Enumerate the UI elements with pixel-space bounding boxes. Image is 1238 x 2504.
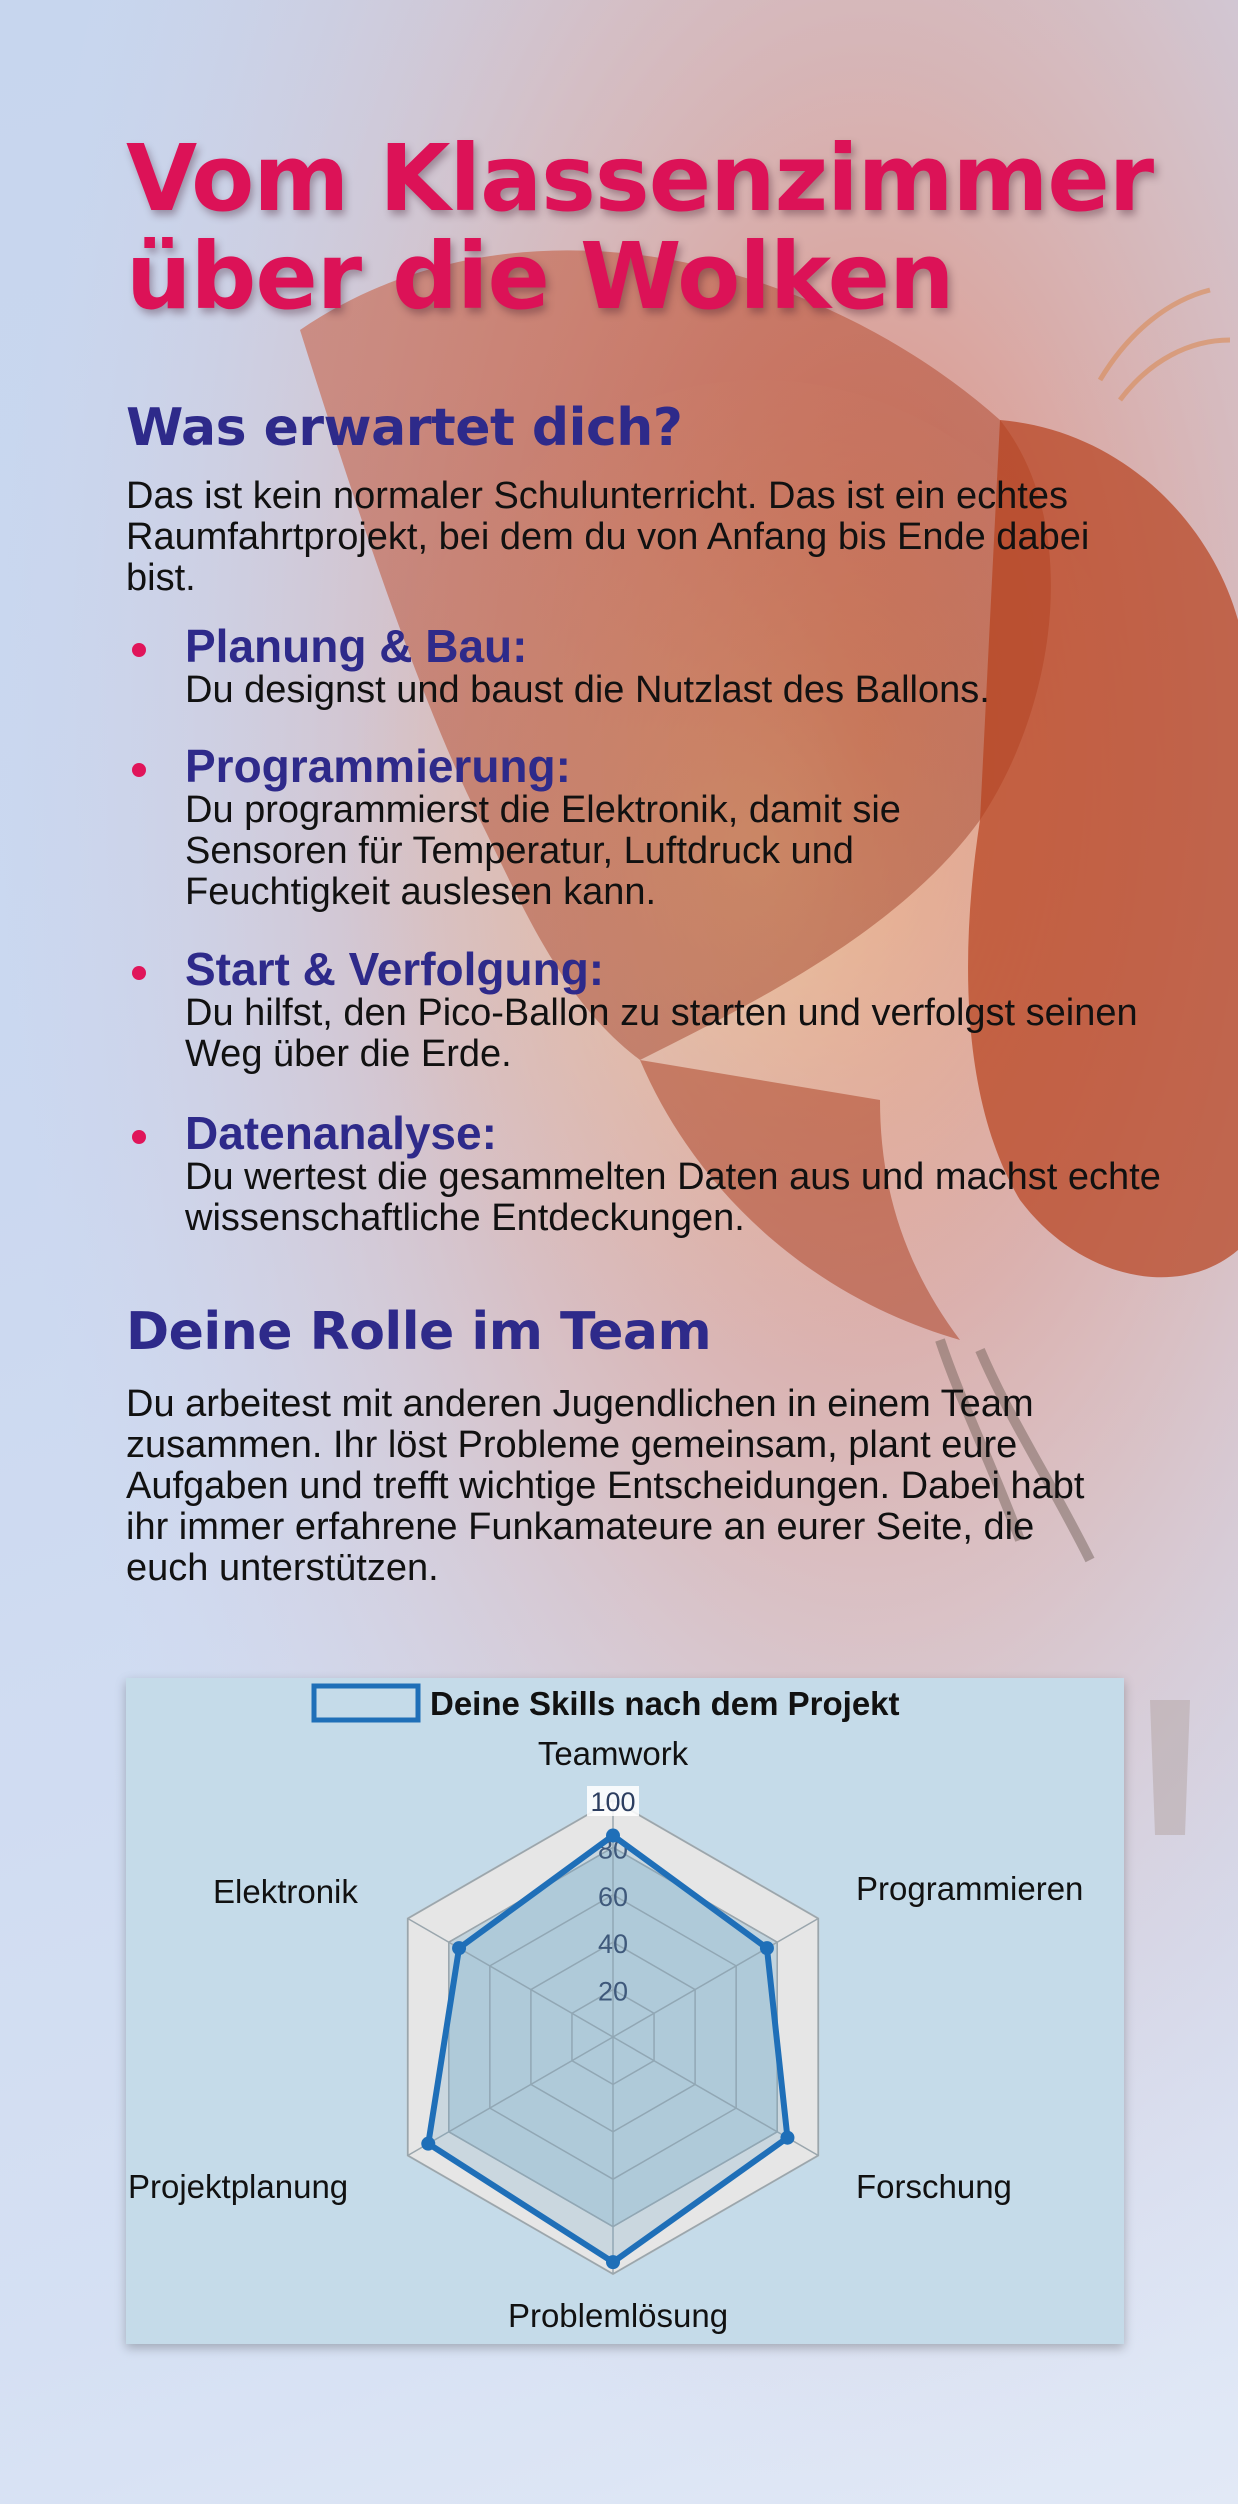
radar-data-point xyxy=(606,1829,620,1843)
list-item-text: Du designst und baust die Nutzlast des Ballons. xyxy=(185,669,990,711)
bullet-dot xyxy=(132,643,146,657)
section-heading-team-role: Deine Rolle im Team xyxy=(126,1302,712,1362)
list-item-text: Du wertest die gesammelten Daten aus und machst echte wissenschaftliche Entdeckungen. xyxy=(185,1156,1161,1239)
skills-radar-chart xyxy=(126,1678,1124,2344)
legend-label: Deine Skills nach dem Projekt xyxy=(430,1685,900,1722)
legend-swatch xyxy=(314,1686,418,1720)
radar-data-point xyxy=(780,2131,794,2145)
page-title xyxy=(126,125,1186,330)
radar-axis-label: Elektronik xyxy=(213,1873,358,1910)
radar-axis-label: Projektplanung xyxy=(128,2168,349,2205)
list-item-title: Programmierung: xyxy=(185,740,571,792)
section-heading-expectations: Was erwartet dich? xyxy=(126,398,683,458)
radar-axis-label: Forschung xyxy=(856,2168,1012,2205)
list-item-title: Planung & Bau: xyxy=(185,620,528,672)
radar-axis-label: Programmieren xyxy=(856,1870,1084,1907)
radar-chart-svg xyxy=(126,1678,1124,2344)
radar-data-point xyxy=(452,1941,466,1955)
bullet-dot xyxy=(132,1130,146,1144)
bullet-dot xyxy=(132,966,146,980)
list-item-text: Du programmierst die Elektronik, damit sie Sensoren für Temperatur, Luftdruck und Feuchtigkeit auslesen kann. xyxy=(185,789,901,913)
list-item-title: Datenanalyse: xyxy=(185,1107,497,1159)
team-paragraph: Du arbeitest mit anderen Jugendlichen in einem Team zusammen. Ihr löst Probleme gemeinsam, plant eure Aufgaben und trefft wichtige Entscheidungen. Dabei habt ihr immer erfahrene Funkamateure an eurer Seite, die euch unterstützen. xyxy=(126,1383,1085,1589)
radar-axis-label: Problemlösung xyxy=(507,2297,729,2334)
bullet-dot xyxy=(132,763,146,777)
radar-tick-label: 100 xyxy=(590,1787,636,1817)
list-item-text: Du hilfst, den Pico-Ballon zu starten und verfolgst seinen Weg über die Erde. xyxy=(185,992,1138,1075)
title-line-2: über die Wolken xyxy=(126,223,954,330)
list-item-title: Start & Verfolgung: xyxy=(185,943,605,995)
radar-data-point xyxy=(760,1941,774,1955)
radar-data-point xyxy=(421,2137,435,2151)
intro-paragraph: Das ist kein normaler Schulunterricht. Das ist ein echtes Raumfahrtprojekt, bei dem du von Anfang bis Ende dabei bist. xyxy=(126,475,1090,599)
radar-axis-label: Teamwork xyxy=(537,1735,689,1772)
title-line-1: Vom Klassenzimmer xyxy=(126,125,1154,232)
radar-data-point xyxy=(606,2255,620,2269)
